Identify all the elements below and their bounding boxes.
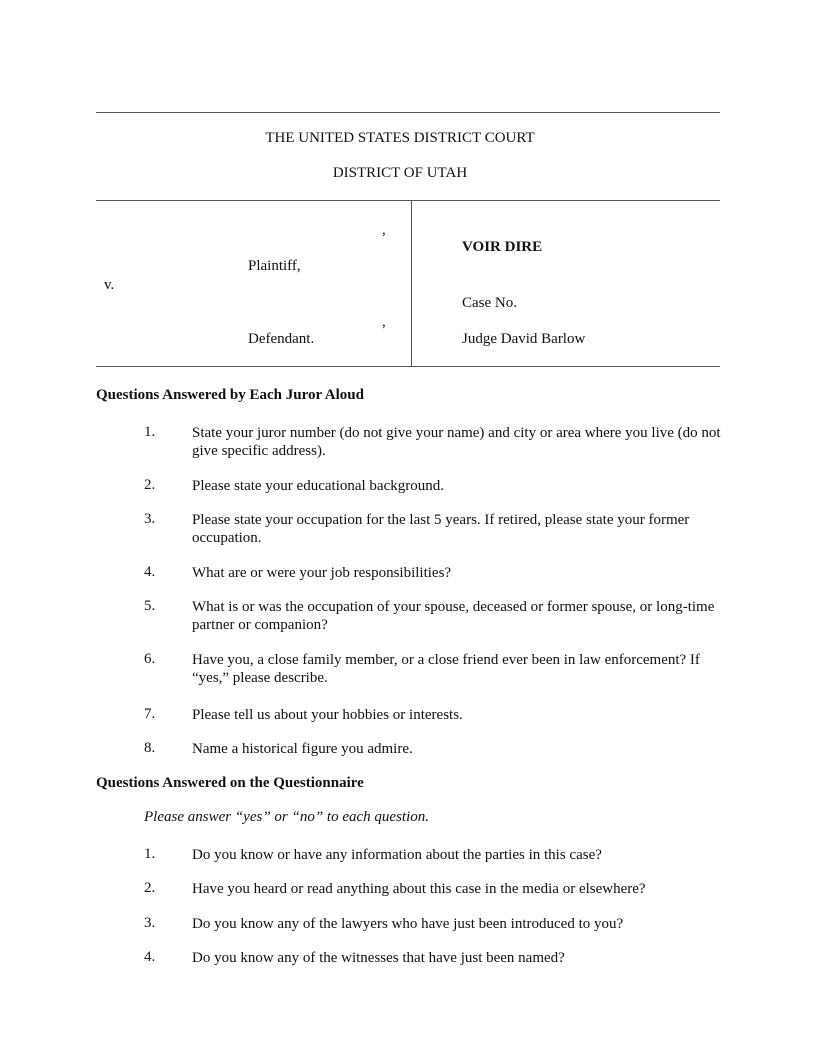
defendant-comma: ,: [382, 314, 386, 330]
list-item-number: 6.: [144, 651, 156, 667]
list-item-number: 7.: [144, 706, 156, 722]
list-item-number: 3.: [144, 511, 156, 527]
court-district: DISTRICT OF UTAH: [332, 165, 468, 181]
section-heading-aloud: Questions Answered by Each Juror Aloud: [96, 387, 364, 403]
list-item-text: Do you know any of the lawyers who have just been introduced to you?: [192, 916, 624, 932]
list-item-number: 2.: [144, 477, 156, 493]
section-heading-questionnaire: Questions Answered on the Questionnaire: [96, 775, 364, 791]
plaintiff-label: Plaintiff,: [248, 258, 301, 274]
list-item-number: 2.: [144, 880, 156, 896]
plaintiff-comma: ,: [382, 222, 386, 238]
list-item-text: Have you, a close family member, or a close friend ever been in law enforcement? If “yes,” please describe.: [192, 652, 700, 686]
versus-label: v.: [104, 277, 115, 293]
list-item-text: Name a historical figure you admire.: [192, 741, 413, 757]
document-title: VOIR DIRE: [462, 239, 543, 255]
list-item-number: 1.: [144, 846, 156, 862]
list-item-text: Have you heard or read anything about this case in the media or elsewhere?: [192, 881, 646, 897]
top-rule: [96, 112, 720, 113]
case-number-label: Case No.: [462, 295, 517, 311]
caption-divider: [411, 200, 412, 366]
list-item-text: Do you know any of the witnesses that have just been named?: [192, 950, 565, 966]
list-item-number: 1.: [144, 424, 156, 440]
list-item-text: State your juror number (do not give your name) and city or area where you live (do not give specific address).: [192, 425, 721, 459]
judge-name: Judge David Barlow: [462, 331, 586, 347]
list-item-text: Please state your educational background.: [192, 478, 444, 494]
defendant-label: Defendant.: [248, 331, 315, 347]
court-name: THE UNITED STATES DISTRICT COURT: [265, 130, 535, 146]
caption-top-rule: [96, 200, 720, 201]
list-item-number: 8.: [144, 740, 156, 756]
list-item-number: 5.: [144, 598, 156, 614]
list-item-text: Please tell us about your hobbies or interests.: [192, 707, 463, 723]
list-item-text: Please state your occupation for the last 5 years. If retired, please state your former occupation.: [192, 512, 690, 546]
list-item-number: 4.: [144, 949, 156, 965]
questionnaire-instruction: Please answer “yes” or “no” to each question.: [144, 809, 429, 825]
list-item-text: What is or was the occupation of your spouse, deceased or former spouse, or long-time partner or companion?: [192, 599, 715, 633]
list-item-number: 4.: [144, 564, 156, 580]
list-item-text: What are or were your job responsibilities?: [192, 565, 452, 581]
list-item-number: 3.: [144, 915, 156, 931]
caption-bottom-rule: [96, 366, 720, 367]
list-item-text: Do you know or have any information about the parties in this case?: [192, 847, 602, 863]
